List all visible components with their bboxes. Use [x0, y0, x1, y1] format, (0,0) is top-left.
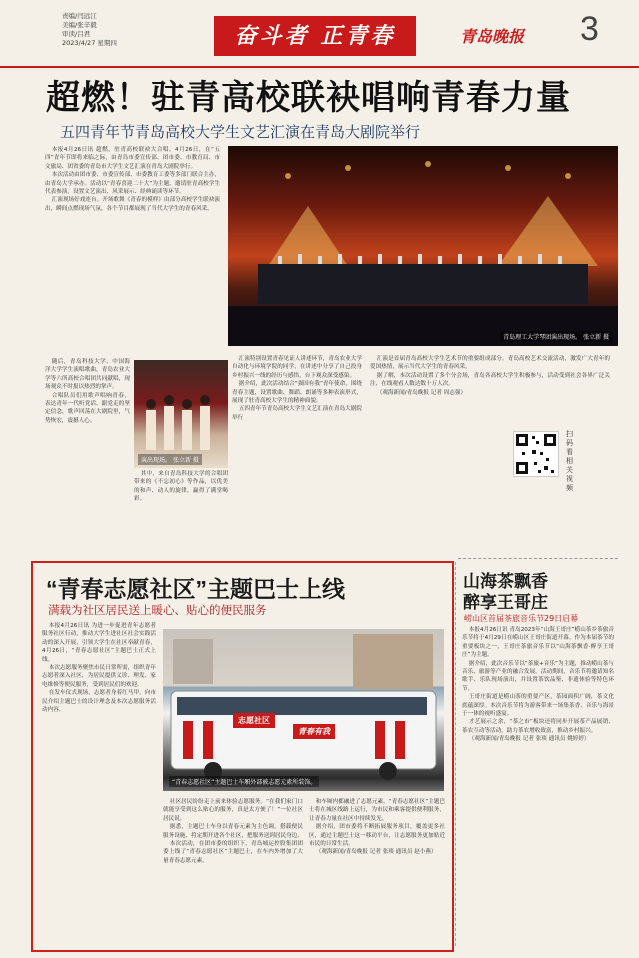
author-credit: （观海新闻/青岛晚报 记者 张琰 通讯员 赵小燕） [315, 849, 437, 856]
paragraph: 据介绍，团市委将不断拓展服务项目，覆盖更多社区，通过主题巴士这一移动平台，让志愿服务更加贴近市民的日常生活。 [309, 824, 445, 848]
newspaper-logo: 青岛晚报 [460, 27, 525, 46]
paragraph: 本次志愿服务聚焦市民日常所需，组织青年志愿者深入社区，为居民提供义诊、理发、家电维修等便民服务，受到居民们的欢迎。 [42, 665, 156, 688]
dance-photo [134, 360, 228, 468]
main-article-column-1 [45, 146, 220, 356]
tea-article-body [462, 626, 614, 946]
page-number: 3 [580, 10, 599, 48]
bus-photo [163, 629, 444, 791]
section-banner: 奋斗者 正青春 [214, 16, 416, 56]
paragraph: 五四青年节青岛高校大学生文艺汇演在青岛大剧院举行 [232, 406, 362, 421]
paragraph: 和车厢内都融进了志愿元素。“青春志愿社区”主题巴士将在城区线路上运行，为市民和乘客提供便利服务，让青春力量在社区中持续发光。 [309, 799, 445, 822]
stage-illustration [228, 146, 618, 346]
header-rule [0, 66, 639, 68]
paragraph: 本报4月26日讯 青岛2023年“山海王哥庄”崂山茶乡茶旅音乐节将于4月29日在崂山区王哥庄街道开幕。作为本届茶节的重要板块之一，王哥庄茶旅音乐节以“山海茶飘香·醉享王哥庄”为主题。 [462, 627, 614, 659]
paragraph: 汇演现场好戏连台。开场歌舞《青春的模样》由部分高校学生联袂演出，瞬间点燃现场气氛，各个节目都展现了当代大学生的青春风采。 [45, 197, 220, 212]
photo-caption: 演出现场。 张立新 摄 [138, 454, 202, 465]
tea-subheadline: 崂山区首届茶旅音乐节29日启幕 [464, 614, 579, 623]
qr-code-label: 扫码看相关视频 [566, 430, 573, 492]
qr-code-icon [514, 432, 558, 476]
paragraph: 才艺展示之余，“茶之市”板块还将同步开展茶产品展销、茶农互动等活动，助力茶农增收致富，推动乡村振兴。 [462, 719, 614, 734]
volunteer-headline: “青春志愿社区”主题巴士上线 [46, 576, 345, 602]
paragraph: 汇演是首届青岛高校大学生艺术节的重要组成部分。青岛高校艺术交流活动，激发广大青年的爱国热情，展示当代大学生的青春风采。 [370, 356, 610, 371]
tea-headline-line-1: 山海茶飘香 [463, 572, 548, 591]
concert-photo [228, 146, 618, 346]
volunteer-column-1 [42, 622, 156, 944]
paragraph: 本报4月26日讯 超燃，驻青高校联袂大合唱。4月26日，在“五四”青年节即将来临之际，由青岛市委宣传部、团市委、市教育局、市文旅局、团省委的青岛市大学生文艺汇演在青岛大剧院举行。 [45, 147, 220, 170]
paragraph: 王哥庄街道是崂山茶的重要产区，茶园面积广阔，茶文化底蕴深厚。本次音乐节将为游客带来一场集茶香、音乐与海景于一体的视听盛宴。 [462, 694, 614, 718]
paragraph: 其中，来自青岛科技大学的合唱团带来的《不忘初心》等作品，以优美的和声、动人的旋律，赢得了满堂喝彩。 [134, 471, 228, 503]
editor-line: 审读/吕君 [62, 30, 91, 38]
photo-caption: “青春志愿社区”主题巴士车厢外部被志愿元素所装饰。 [169, 776, 319, 787]
editor-line: 美编/张辛毅 [62, 21, 97, 29]
volunteer-column-2 [163, 798, 303, 944]
column-divider [455, 562, 456, 946]
author-credit: （观海新闻/青岛晚报 记者 张琰 通讯员 姚婷婷） [468, 736, 590, 743]
editor-credits [62, 12, 122, 48]
paragraph: 本次活动由团市委、市委宣传部、市委教育工委等多部门联合主办，由青岛大学承办。活动以“青春喜迎二十大”为主题，邀请驻青高校学生代表参演，设置文艺演出、风采展示、经典诵读等环节。 [45, 172, 220, 196]
dancers-illustration [134, 360, 228, 468]
main-article-column-4 [370, 355, 610, 423]
paragraph: 据悉，主题巴士车身以青春元素为主色调，搭载便民服务设施，将定期开进各个社区，把服务送到居民身边。 [163, 824, 303, 839]
tea-headline-line-2: 醉享王哥庄 [463, 593, 548, 612]
main-headline: 超燃！驻青高校联袂唱响青春力量 [46, 79, 571, 117]
volunteer-column-3 [309, 798, 445, 944]
paragraph: 随后，青岛科技大学、中国海洋大学学生演唱歌曲，青岛农业大学等六所高校合唱团共同献唱，现场观众不时报以热烈的掌声。 [45, 359, 130, 391]
main-article-column-3 [232, 355, 362, 550]
bus-illustration [163, 629, 444, 791]
paragraph: 本报4月26日讯 为进一步促进青年志愿者服务社区行动，推动大学生进社区社会实践活动的深入开展，引领大学生在社区奉献青春，4月26日，“青春志愿社区”主题巴士正式上线。 [42, 623, 156, 663]
paragraph: 汇演特别设置青春见证人讲述环节，青岛农业大学自动化与环境学院的同学，在讲述中分享了自己投身乡村振兴一线的经历与感悟，台下观众深受感染。 [232, 356, 362, 379]
paragraph: 据了解，本次活动设置了多个分会场，青岛各高校大学生积极参与，活动受到社会各界广泛关注，在线观看人数达数十万人次。 [370, 372, 610, 388]
bus-sign: 志愿社区 [233, 713, 275, 728]
volunteer-subheadline: 满载为社区居民送上暖心、贴心的便民服务 [48, 603, 267, 617]
tea-headline [463, 571, 548, 613]
editor-line: 责编/闫远江 [62, 12, 97, 20]
paragraph: 社区居民纷纷走上前来体验志愿服务。“在我们家门口就能享受到这么贴心的服务，真是太方便了！”一位社区居民说。 [163, 799, 303, 822]
paragraph: 本次活动，在团市委的组织下，青岛城运控股集团团委上线了“青春志愿社区”主题巴士，在车内外增加了大量青春志愿元素。 [163, 841, 303, 864]
paragraph: 合唱队员们用歌声唱响青春，表达青年一代听党话、跟党走的坚定信念，歌声回荡在大剧院里，气势恢宏，震撼人心。 [45, 392, 130, 424]
author-credit: （观海新闻/青岛晚报 记者 周志强） [376, 389, 467, 396]
bus-sign-slogan: 青春有我 [293, 724, 335, 739]
paragraph: 据介绍，此次活动结合“强国有我”青年使命，围绕青春主题，设置歌曲、舞蹈、朗诵等多种表演形式，展现了驻青高校大学生的精神面貌。 [232, 381, 362, 405]
main-article-column-2 [134, 470, 228, 550]
paragraph: 在发车仪式现场，志愿者身着红马甲，向市民介绍主题巴士的设计理念及本次志愿服务活动内容。 [42, 690, 156, 714]
section-divider [458, 558, 618, 559]
main-article-column-1b [45, 358, 130, 548]
paragraph: 据介绍，此次音乐节以“茶旅+音乐”为主题，推动崂山茶与音乐、旅游等产业的融合发展。活动期间，音乐节将邀请知名歌手、乐队现场演出，并设置茶饮品鉴、非遗体验等特色环节。 [462, 660, 614, 692]
main-subheadline: 五四青年节青岛高校大学生文艺汇演在青岛大剧院举行 [60, 123, 421, 141]
photo-caption: 青岛理工大学琴团演出现场。 张立新 摄 [500, 331, 612, 342]
qr-code[interactable] [513, 431, 559, 477]
issue-date: 2023/4/27 星期四 [62, 39, 117, 47]
